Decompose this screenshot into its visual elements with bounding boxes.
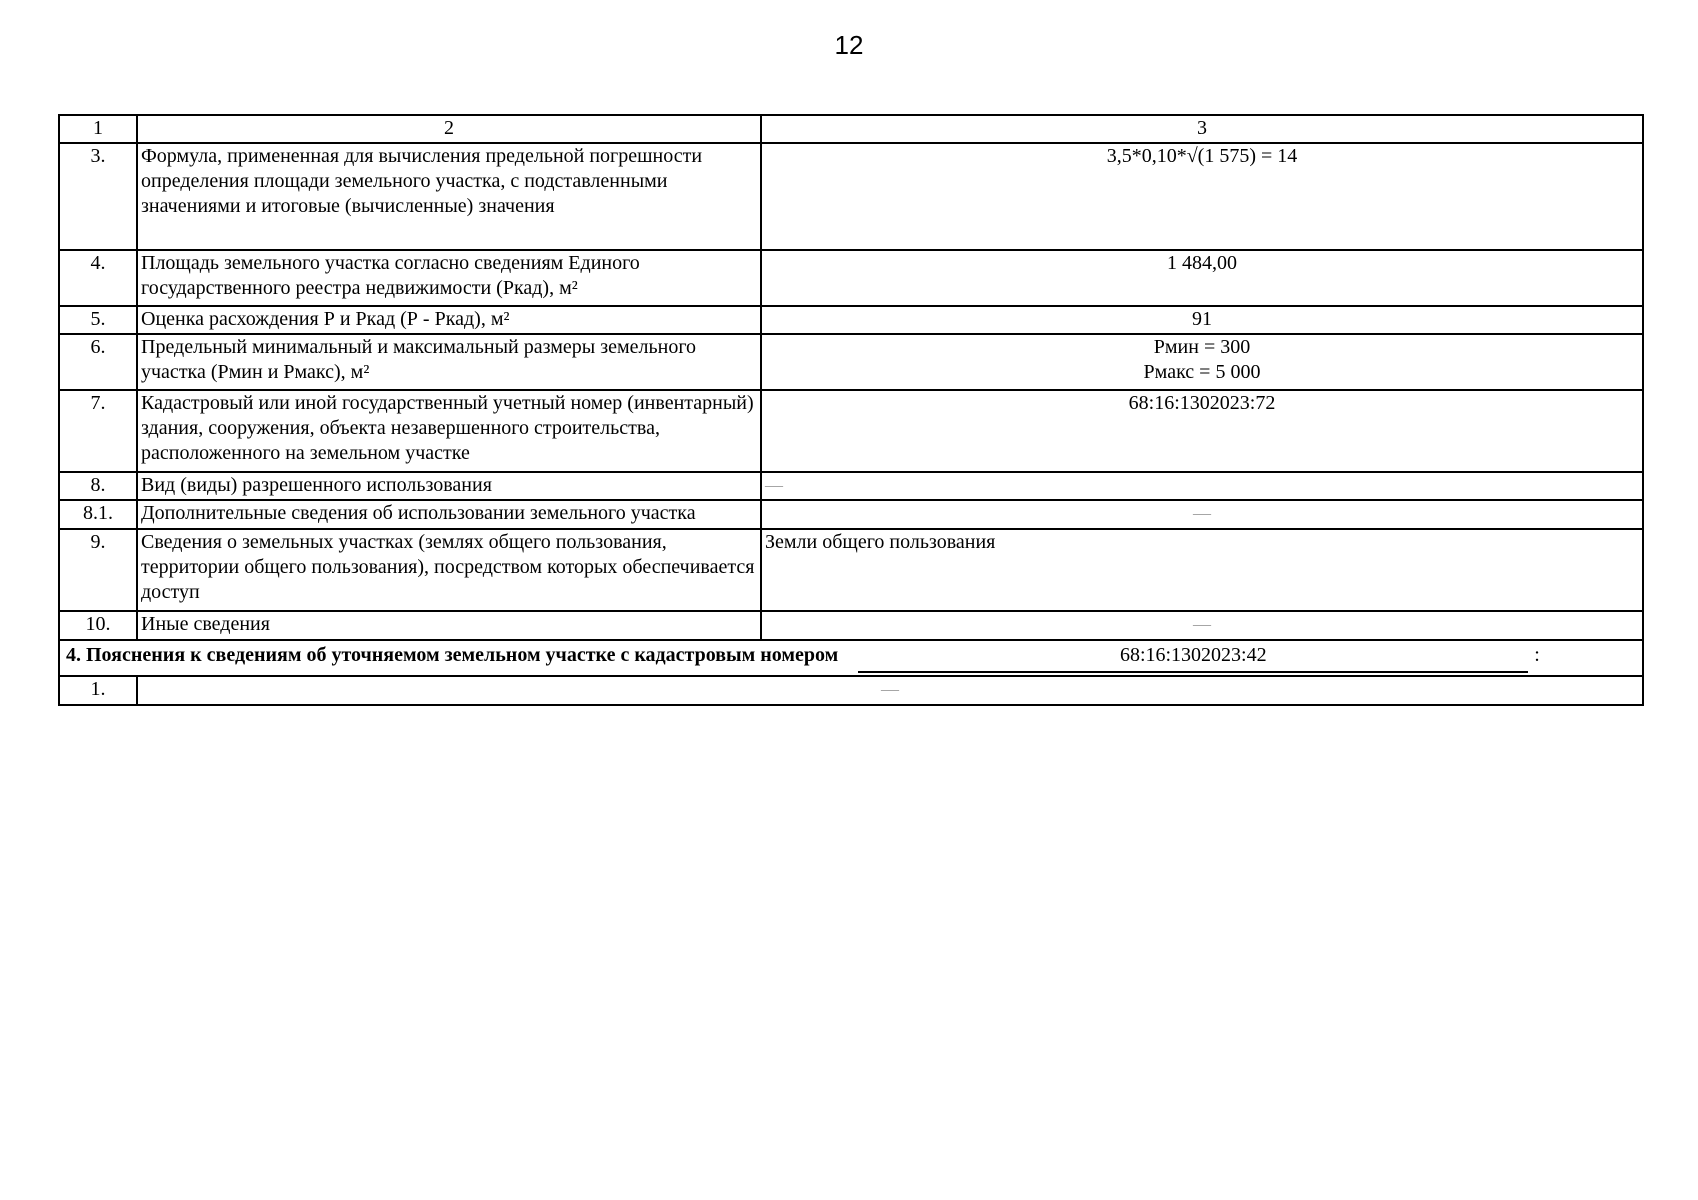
table-row [59,611,1643,640]
row-label: Площадь земельного участка согласно сведениям Единого государственного реестра недвижимости (Ркад), м² [137,250,761,306]
row-number: 4. [59,250,137,306]
table-row [59,306,1643,334]
row-number: 9. [59,529,137,611]
row-number: 6. [59,334,137,390]
table-row [59,250,1643,306]
row-value [761,611,1643,640]
table-row [59,143,1643,250]
row-value: Земли общего пользования [761,529,1643,611]
row-number: 10. [59,611,137,640]
row-value: 1 484,00 [761,250,1643,306]
section-heading [59,640,1643,676]
row-label: Формула, примененная для вычисления предельной погрешности определения площади земельного участка, с подставленными значениями и итоговые (вычисленные) значения [137,143,761,250]
table-row [59,472,1643,500]
row-value [761,472,1643,500]
row-label: Вид (виды) разрешенного использования [137,472,761,500]
row-label: Сведения о земельных участках (землях общего пользования, территории общего пользования), посредством которых обеспечивается доступ [137,529,761,611]
row-value: 3,5*0,10*√(1 575) = 14 [761,143,1643,250]
section-title: 4. Пояснения к сведениям об уточняемом земельном участке с кадастровым номером [66,644,839,666]
row-value [137,676,1643,705]
row-label: Предельный минимальный и максимальный размеры земельного участка (Рмин и Рмакс), м² [137,334,761,390]
table-header-row [59,115,1643,143]
row-number: 7. [59,390,137,472]
header-col-1: 1 [59,115,137,143]
empty-dash: — [1193,503,1211,523]
page-number: 12 [834,30,864,60]
row-label: Оценка расхождения Р и Ркад (Р - Ркад), м² [137,306,761,334]
cadastral-info-table [58,114,1644,706]
empty-dash: — [1193,614,1211,634]
row-label: Иные сведения [137,611,761,640]
row-number: 8. [59,472,137,500]
empty-dash: — [881,679,899,699]
table-row [59,334,1643,390]
row-number: 8.1. [59,500,137,529]
header-col-3: 3 [761,115,1643,143]
row-value: 68:16:1302023:72 [761,390,1643,472]
row-value [761,500,1643,529]
section-colon: : [1534,644,1540,666]
table-row [59,529,1643,611]
row-label: Кадастровый или иной государственный учетный номер (инвентарный) здания, сооружения, объекта незавершенного строительства, расположенного на земельном участке [137,390,761,472]
row-value [761,334,1643,390]
row-number: 5. [59,306,137,334]
cadastral-number-field: 68:16:1302023:42 [858,643,1528,673]
empty-dash: — [765,475,783,495]
row-value: 91 [761,306,1643,334]
row-label: Дополнительные сведения об использовании земельного участка [137,500,761,529]
table-row [59,676,1643,705]
section-heading-row [59,640,1643,676]
row-number: 1. [59,676,137,705]
p-min-value: Рмин = 300 [1153,336,1251,358]
row-number: 3. [59,143,137,250]
table-row [59,390,1643,472]
table-row [59,500,1643,529]
header-col-2: 2 [137,115,761,143]
p-max-value: Рмакс = 5 000 [1143,361,1261,383]
